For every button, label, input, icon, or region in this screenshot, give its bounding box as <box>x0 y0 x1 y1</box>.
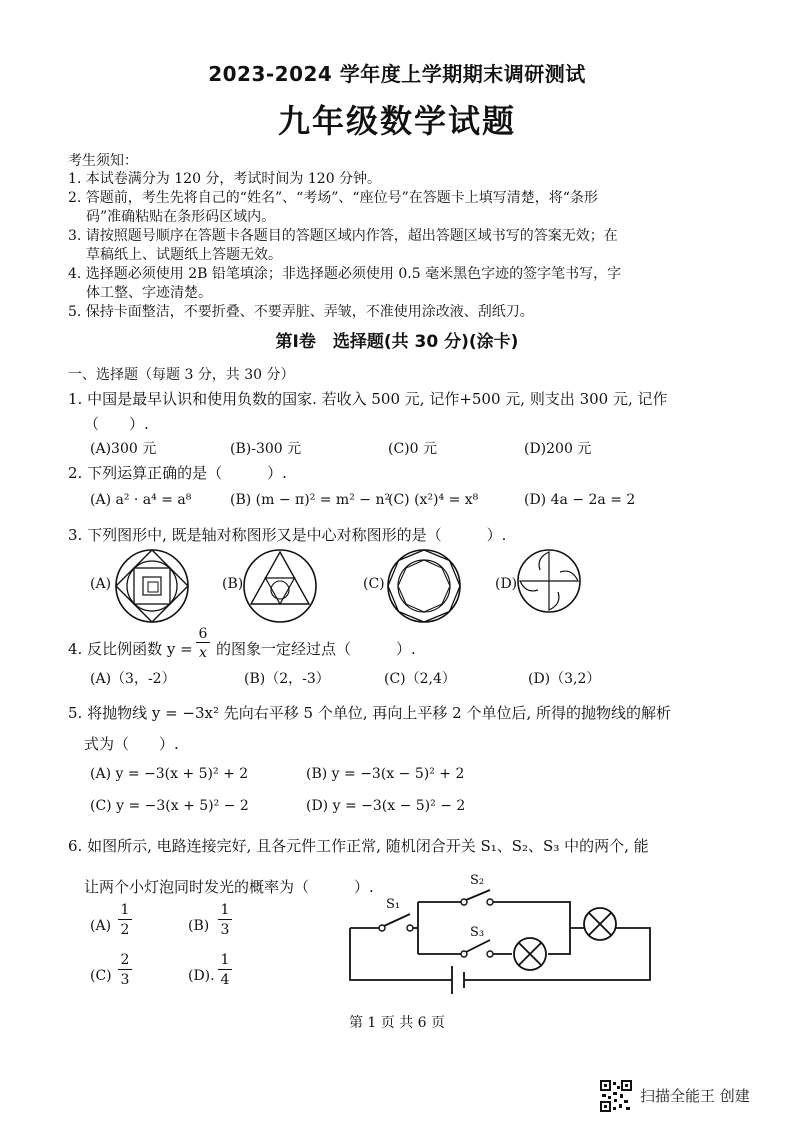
question-5-stem-cont: 式为（ ）. <box>84 735 179 753</box>
note-line: 4. 选择题必须使用 2B 铅笔填涂；非选择题必须使用 0.5 毫米黑色字迹的签字笔书写，字 <box>68 266 622 282</box>
q6-option-c-num: 2 <box>118 952 132 970</box>
question-4-stem-post: 的图象一定经过点（ ）. <box>216 640 416 658</box>
note-line: 体工整、字迹清楚。 <box>86 285 212 301</box>
q6-option-b-num: 1 <box>218 902 232 920</box>
scanner-watermark: 扫描全能王 创建 <box>640 1087 750 1105</box>
q6-option-d-label: (D). <box>188 968 215 984</box>
note-line: 草稿纸上、试题纸上答题无效。 <box>86 247 282 263</box>
figure-b-triangles <box>242 548 318 624</box>
figure-d-pinwheel <box>516 548 582 614</box>
q4-fraction-numerator: 6 <box>196 626 210 643</box>
q6-option-d-num: 1 <box>218 952 232 970</box>
part-heading: 一、选择题（每题 3 分，共 30 分） <box>68 367 295 383</box>
question-6-stem: 6. 如图所示, 电路连接完好, 且各元件工作正常, 随机闭合开关 S₁、S₂、S₃ 中的两个, 能 <box>68 837 649 855</box>
q6-option-a-label: (A) <box>90 918 112 934</box>
q4-option-d: (D)（3,2） <box>528 671 601 687</box>
q5-option-c: (C) y = −3(x + 5)² − 2 <box>90 798 249 814</box>
question-4-stem-pre: 4. 反比例函数 y = <box>68 640 193 658</box>
question-2-stem: 2. 下列运算正确的是（ ）. <box>68 464 287 482</box>
note-line: 1. 本试卷满分为 120 分，考试时间为 120 分钟。 <box>68 171 382 187</box>
q6-option-b-den: 3 <box>220 922 230 938</box>
q4-fraction-denominator: x <box>199 645 207 661</box>
exam-title: 九年级数学试题 <box>277 102 516 140</box>
question-3-stem: 3. 下列图形中, 既是轴对称图形又是中心对称图形的是（ ）. <box>68 526 507 544</box>
page-footer: 第 1 页 共 6 页 <box>348 1015 446 1031</box>
notes-heading: 考生须知： <box>68 153 138 169</box>
note-line: 2. 答题前，考生先将自己的“姓名”、“考场”、“座位号”在答题卡上填写清楚，将“条形 <box>68 190 598 206</box>
q6-option-c-den: 3 <box>120 972 130 988</box>
q6-option-c-label: (C) <box>90 968 112 984</box>
q5-option-d: (D) y = −3(x − 5)² − 2 <box>306 798 466 814</box>
question-5-stem: 5. 将抛物线 y = −3x² 先向右平移 5 个单位, 再向上平移 2 个单位后, 所得的抛物线的解析 <box>68 704 672 722</box>
circuit-diagram <box>340 868 660 1003</box>
q1-option-d: (D)200 元 <box>524 441 592 457</box>
figure-a-nested-squares <box>114 548 190 624</box>
question-1-stem: 1. 中国是最早认识和使用负数的国家. 若收入 500 元, 记作+500 元, 则支出 300 元, 记作 <box>68 390 668 408</box>
section-title: 第Ⅰ卷 选择题(共 30 分)(涂卡) <box>275 332 519 352</box>
q1-option-b: (B)-300 元 <box>230 441 302 457</box>
q3-label-c: (C) <box>363 576 385 592</box>
q1-option-a: (A)300 元 <box>90 441 157 457</box>
q6-option-b-label: (B) <box>188 918 210 934</box>
note-line: 5. 保持卡面整洁，不要折叠、不要弄脏、弄皱，不准使用涂改液、刮纸刀。 <box>68 304 534 320</box>
switch-s1-label: S₁ <box>386 897 401 912</box>
q5-option-a: (A) y = −3(x + 5)² + 2 <box>90 766 249 782</box>
q6-option-a-num: 1 <box>118 902 132 920</box>
exam-subtitle: 2023-2024 学年度上学期期末调研测试 <box>208 62 586 86</box>
q2-option-c: (C) (x²)⁴ = x⁸ <box>388 492 479 508</box>
question-1-stem-cont: （ ）. <box>84 415 149 433</box>
q2-option-a: (A) a² · a⁴ = a⁸ <box>90 492 192 508</box>
switch-s3-label: S₃ <box>470 925 485 940</box>
note-line: 码”准确粘贴在条形码区域内。 <box>86 209 276 225</box>
q4-option-b: (B)（2，-3） <box>244 671 330 687</box>
q1-option-c: (C)0 元 <box>388 441 437 457</box>
q4-option-c: (C)（2,4） <box>384 671 456 687</box>
q6-option-d-den: 4 <box>220 972 230 988</box>
q6-option-a-den: 2 <box>120 922 130 938</box>
q3-label-b: (B) <box>222 576 244 592</box>
q4-option-a: (A)（3，-2） <box>90 671 176 687</box>
qr-code-icon <box>600 1080 632 1112</box>
note-line: 3. 请按照题号顺序在答题卡各题目的答题区域内作答，超出答题区域书写的答案无效；在 <box>68 228 618 244</box>
question-6-stem-cont: 让两个小灯泡同时发光的概率为（ ）. <box>84 878 374 896</box>
q2-option-d: (D) 4a − 2a = 2 <box>524 492 636 508</box>
q5-option-b: (B) y = −3(x − 5)² + 2 <box>306 766 465 782</box>
figure-c-octagon <box>386 548 462 624</box>
q3-label-a: (A) <box>90 576 112 592</box>
switch-s2-label: S₂ <box>470 873 485 888</box>
q2-option-b: (B) (m − π)² = m² − n² <box>230 492 391 508</box>
q3-label-d: (D) <box>495 576 518 592</box>
